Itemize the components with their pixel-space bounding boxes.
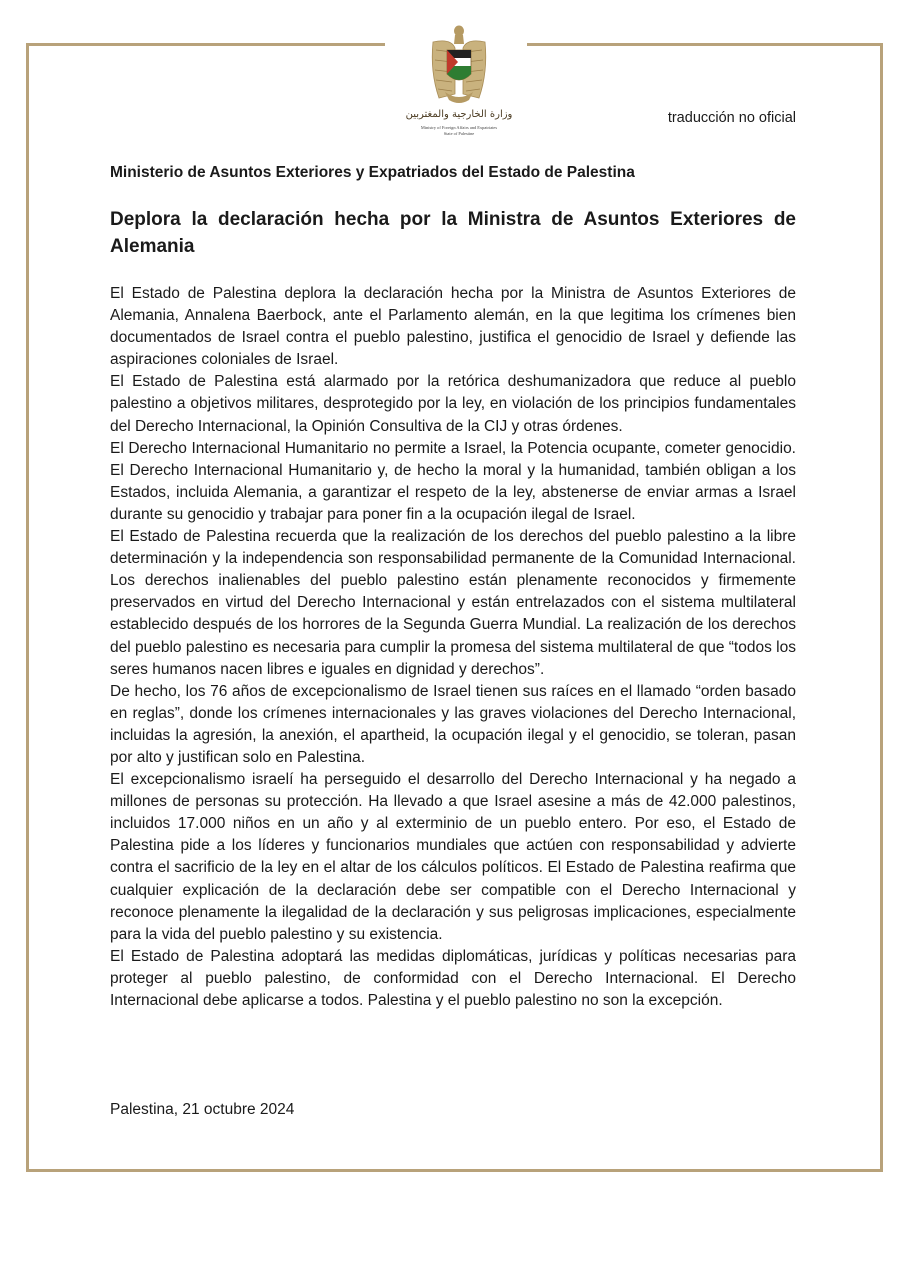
statement-body [110, 283, 796, 1012]
place-and-date: Palestina, 21 octubre 2024 [110, 1101, 295, 1118]
emblem-english-line2: State of Palestine [443, 131, 475, 136]
frame-top-left [26, 43, 385, 46]
frame-top-right [527, 43, 883, 46]
paragraph-1: El Estado de Palestina deplora la declaración hecha por la Ministra de Asuntos Exteriores de Alemania, Annalena Baerbock, ante el Parlamento alemán, en la que legitima los crímenes bien documentados de Israel contra el pueblo palestino, justifica el genocidio de Israel y defiende las aspiraciones coloniales de Israel. [110, 285, 796, 369]
eagle-emblem-icon [432, 26, 486, 104]
paragraph-2: El Estado de Palestina está alarmado por la retórica deshumanizadora que reduce al pueblo palestino a objetivos militares, desprotegido por la ley, en violación de los principios fundamentales del Derecho Internacional, la Opinión Consultiva de la CIJ y otras órdenes. [110, 373, 796, 435]
paragraph-4: El Estado de Palestina recuerda que la realización de los derechos del pueblo palestino a la libre determinación y la independencia son responsabilidad permanente de la Comunidad Internacional. Los derechos inalienables del pueblo palestino están plenamente reconocidos y firmemente preservados en virtud del Derecho Internacional y están entrelazados con el sistema multilateral establecido después de los horrores de la Segunda Guerra Mundial. La realización de los derechos del pueblo palestino es necesaria para cumplir la promesa del sistema multilateral de que “todos los seres humanos nacen libres e iguales en dignidad y derechos”. [110, 528, 796, 678]
paragraph-5: De hecho, los 76 años de excepcionalismo de Israel tienen sus raíces en el llamado “orden basado en reglas”, donde los crímenes internacionales y las graves violaciones del Derecho Internacional, incluidas la agresión, la anexión, el apartheid, la ocupación ilegal y el genocidio, se toleran, pasan por alto y justifican solo en Palestina. [110, 682, 796, 766]
frame-right [880, 43, 883, 1172]
unofficial-translation-note: traducción no oficial [667, 110, 796, 126]
frame-left [26, 43, 29, 1172]
statement-title: Deplora la declaración hecha por la Ministra de Asuntos Exteriores de Alemania [110, 209, 796, 257]
paragraph-7: El Estado de Palestina adoptará las medidas diplomáticas, jurídicas y políticas necesarias para proteger al pueblo palestino, de conformidad con el Derecho Internacional. El Derecho Internacional debe aplicarse a todos. Palestina y el pueblo palestino no son la excepción. [110, 947, 796, 1009]
frame-bottom [26, 1169, 883, 1172]
emblem-english-line1: Ministry of Foreign Affairs and Expatriates [420, 125, 498, 130]
emblem-arabic-text: وزارة الخارجية والمغتربين [405, 109, 513, 120]
paragraph-6: El excepcionalismo israelí ha perseguido el desarrollo del Derecho Internacional y ha negado a millones de personas su protección. Ha llevado a que Israel asesine a más de 42.000 palestinos, incluidos 17.000 niños en un año y al exterminio de un pueblo entero. Por eso, el Estado de Palestina pide a los líderes y funcionarios mundiales que actúen con responsabilidad y advierte contra el sacrificio de la ley en el altar de los cálculos políticos. El Estado de Palestina reafirma que cualquier explicación de la declaración debe ser compatible con el Derecho Internacional y reconoce plenamente la ilegalidad de la declaración y sus peligrosas implicaciones, especialmente para la vida del pueblo palestino y su existencia. [110, 771, 796, 943]
palestine-flag-shield [447, 50, 471, 80]
paragraph-3: El Derecho Internacional Humanitario no permite a Israel, la Potencia ocupante, cometer genocidio. El Derecho Internacional Humanitario y, de hecho la moral y la humanidad, también obligan a los Estados, incluida Alemania, a garantizar el respeto de la ley, abstenerse de enviar armas a Israel durante su genocidio y trabajar para poner fin a la ocupación ilegal de Israel. [110, 439, 796, 523]
ministry-heading: Ministerio de Asuntos Exteriores y Expatriados del Estado de Palestina [110, 164, 635, 181]
ministry-emblem [403, 22, 515, 140]
